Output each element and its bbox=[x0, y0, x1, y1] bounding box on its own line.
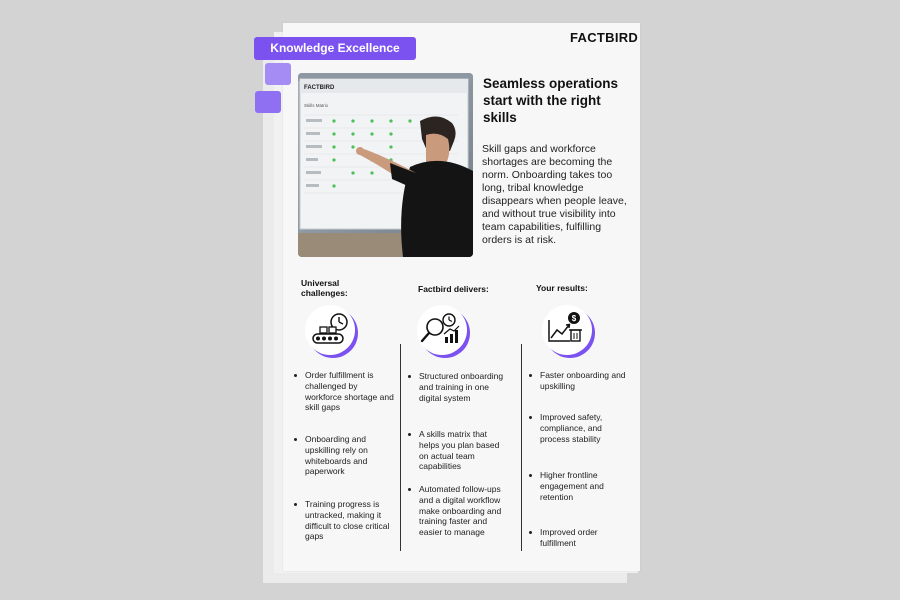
column-divider bbox=[521, 344, 522, 551]
list-item: Order fulfillment is challenged by workforce shortage and skill gaps bbox=[294, 370, 395, 413]
list-item: A skills matrix that helps you plan based on actual team capabilities bbox=[408, 429, 509, 472]
column-divider bbox=[400, 344, 401, 551]
results-title: Your results: bbox=[536, 283, 588, 293]
svg-text:$: $ bbox=[571, 314, 577, 323]
growth-money-icon bbox=[540, 303, 596, 359]
list-item: Training progress is untracked, making it difficult to close critical gaps bbox=[294, 499, 397, 542]
list-item: Onboarding and upskilling rely on whiteboards and paperwork bbox=[294, 434, 395, 477]
factbird-logo: FACTBIRD bbox=[570, 30, 639, 45]
list-item: Structured onboarding and training in one digital system bbox=[408, 371, 507, 403]
challenges-title: Universal challenges: bbox=[301, 278, 348, 298]
magnifier-chart-icon bbox=[415, 303, 471, 359]
hero-photo-illustration bbox=[298, 73, 473, 257]
screen-heading: Skills Matrix bbox=[304, 103, 329, 108]
intro-paragraph: Skill gaps and workforce shortages are becoming the norm. Onboarding takes too long, tribal knowledge disappears when people leave, and without true visibility into team capabilities, fulfilling orders is at risk. bbox=[482, 143, 627, 246]
list-item: Improved safety, compliance, and process stability bbox=[529, 412, 628, 444]
list-item: Improved order fulfillment bbox=[529, 527, 628, 549]
screen-logo: FACTBIRD bbox=[304, 85, 335, 91]
list-item: Automated follow-ups and a digital workflow make onboarding and training faster and easier to manage bbox=[408, 484, 509, 538]
list-item: Faster onboarding and upskilling bbox=[529, 370, 628, 392]
list-item: Higher frontline engagement and retention bbox=[529, 470, 628, 502]
tag-decoration bbox=[265, 63, 291, 85]
hero-photo bbox=[298, 73, 473, 257]
conveyor-clock-icon bbox=[303, 303, 359, 359]
headline: Seamless operations start with the right skills bbox=[483, 76, 619, 125]
delivers-title: Factbird delivers: bbox=[418, 284, 489, 294]
category-tag: Knowledge Excellence bbox=[254, 37, 416, 60]
tag-decoration bbox=[255, 91, 281, 113]
